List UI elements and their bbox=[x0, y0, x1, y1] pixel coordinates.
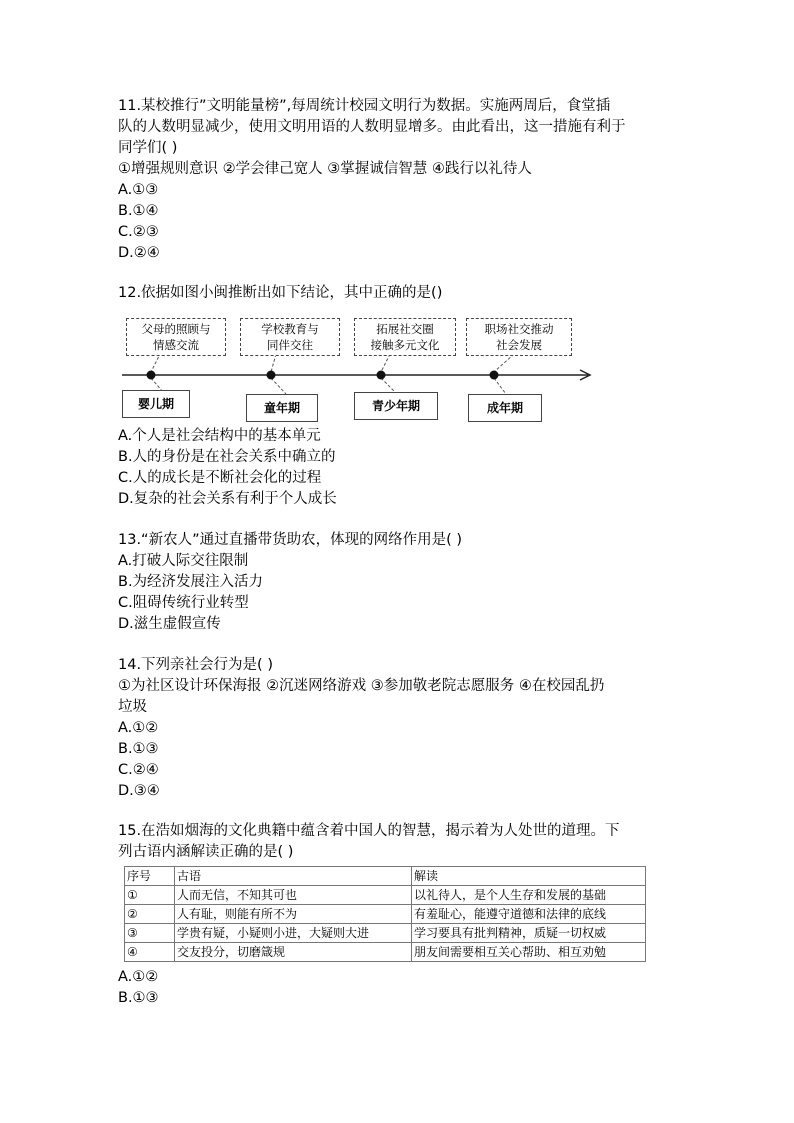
timeline-dot bbox=[490, 371, 499, 380]
q11-option-c: C.②③ bbox=[118, 224, 159, 240]
box-text-line: 父母的照顾与 bbox=[141, 322, 211, 336]
q15-option-a: A.①② bbox=[118, 969, 159, 985]
timeline-box-adolescence bbox=[354, 318, 456, 356]
q14-option-c: C.②④ bbox=[118, 762, 159, 778]
box-text-line: 学校教育与 bbox=[261, 322, 319, 336]
q15-stem-line1: 15.在浩如烟海的文化典籍中蕴含着中国人的智慧，揭示着为人处世的道理。下 bbox=[118, 823, 620, 839]
q11-statements: ①增强规则意识 ②学会律己宽人 ③掌握诚信智慧 ④践行以礼待人 bbox=[118, 161, 532, 177]
box-text-line: 同伴交往 bbox=[267, 338, 313, 352]
table-cell: 以礼待人，是个人生存和发展的基础 bbox=[412, 886, 646, 905]
q13-option-a: A.打破人际交往限制 bbox=[118, 553, 249, 569]
box-text-line: 接触多元文化 bbox=[370, 338, 440, 352]
timeline-dot bbox=[267, 371, 276, 380]
table-row bbox=[125, 924, 646, 943]
table-cell: 朋友间需要相互关心帮助、相互劝勉 bbox=[412, 943, 646, 962]
q11-stem-line3: 同学们( ) bbox=[118, 140, 178, 156]
table-cell: 人有耻，则能有所不为 bbox=[175, 905, 412, 924]
timeline-box-adulthood bbox=[466, 318, 572, 356]
table-cell: 学习要具有批判精神，质疑一切权威 bbox=[412, 924, 646, 943]
q14-statements-line1: ①为社区设计环保海报 ②沉迷网络游戏 ③参加敬老院志愿服务 ④在校园乱扔 bbox=[118, 678, 605, 694]
timeline-box-childhood bbox=[240, 318, 340, 356]
table-row bbox=[125, 905, 646, 924]
q11-stem-line2: 队的人数明显减少，使用文明用语的人数明显增多。由此看出，这一措施有利于 bbox=[118, 119, 626, 135]
q14-option-b: B.①③ bbox=[118, 741, 159, 757]
table-cell: 学贵有疑，小疑则小进，大疑则大进 bbox=[175, 924, 412, 943]
timeline-box-infancy bbox=[126, 318, 226, 356]
table-cell: 人而无信，不知其可也 bbox=[175, 886, 412, 905]
table-row bbox=[125, 886, 646, 905]
stage-childhood: 童年期 bbox=[246, 394, 318, 422]
table-header-cell: 解读 bbox=[412, 867, 646, 886]
box-text-line: 职场社交推动 bbox=[484, 322, 554, 336]
q14-option-d: D.③④ bbox=[118, 783, 160, 799]
q13-option-d: D.滋生虚假宣传 bbox=[118, 616, 221, 632]
stage-adolescence: 青少年期 bbox=[354, 392, 438, 420]
table-cell: ① bbox=[125, 886, 175, 905]
q12-option-d: D.复杂的社会关系有利于个人成长 bbox=[118, 491, 337, 507]
stage-infancy: 婴儿期 bbox=[122, 390, 190, 418]
timeline-dot bbox=[377, 371, 386, 380]
q15-option-b: B.①③ bbox=[118, 990, 159, 1006]
table-row bbox=[125, 943, 646, 962]
q11-option-d: D.②④ bbox=[118, 245, 160, 261]
box-text-line: 情感交流 bbox=[153, 338, 199, 352]
q11-option-b: B.①④ bbox=[118, 203, 159, 219]
q12-option-b: B.人的身份是在社会关系中确立的 bbox=[118, 449, 336, 465]
box-text-line: 社会发展 bbox=[496, 338, 542, 352]
table-cell: 有羞耻心，能遵守道德和法律的底线 bbox=[412, 905, 646, 924]
box-text-line: 拓展社交圈 bbox=[376, 322, 434, 336]
table-header-row bbox=[125, 867, 646, 886]
q14-option-a: A.①② bbox=[118, 720, 159, 736]
q12-stem: 12.依据如图小闽推断出如下结论，其中正确的是() bbox=[118, 285, 443, 301]
q11-stem-line1: 11.某校推行”文明能量榜”,每周统计校园文明行为数据。实施两周后，食堂插 bbox=[118, 98, 611, 114]
q13-stem: 13.“新农人”通过直播带货助农，体现的网络作用是( ) bbox=[118, 532, 463, 548]
q13-option-b: B.为经济发展注入活力 bbox=[118, 574, 264, 590]
q14-stem: 14.下列亲社会行为是( ) bbox=[118, 657, 273, 673]
q13-option-c: C.阻碍传统行业转型 bbox=[118, 595, 249, 611]
stage-adulthood: 成年期 bbox=[468, 394, 542, 422]
q12-option-c: C.人的成长是不断社会化的过程 bbox=[118, 470, 322, 486]
timeline-dot bbox=[147, 371, 156, 380]
table-cell: ② bbox=[125, 905, 175, 924]
table-header-cell: 序号 bbox=[125, 867, 175, 886]
q15-stem-line2: 列古语内涵解读正确的是( ) bbox=[118, 844, 294, 860]
q14-statements-line2: 垃圾 bbox=[118, 699, 147, 715]
table-cell: ③ bbox=[125, 924, 175, 943]
q12-option-a: A.个人是社会结构中的基本单元 bbox=[118, 428, 321, 444]
q11-option-a: A.①③ bbox=[118, 182, 159, 198]
timeline-figure bbox=[118, 314, 598, 422]
table-header-cell: 古语 bbox=[175, 867, 412, 886]
proverb-table bbox=[124, 866, 646, 962]
table-cell: ④ bbox=[125, 943, 175, 962]
table-cell: 交友投分，切磨箴规 bbox=[175, 943, 412, 962]
